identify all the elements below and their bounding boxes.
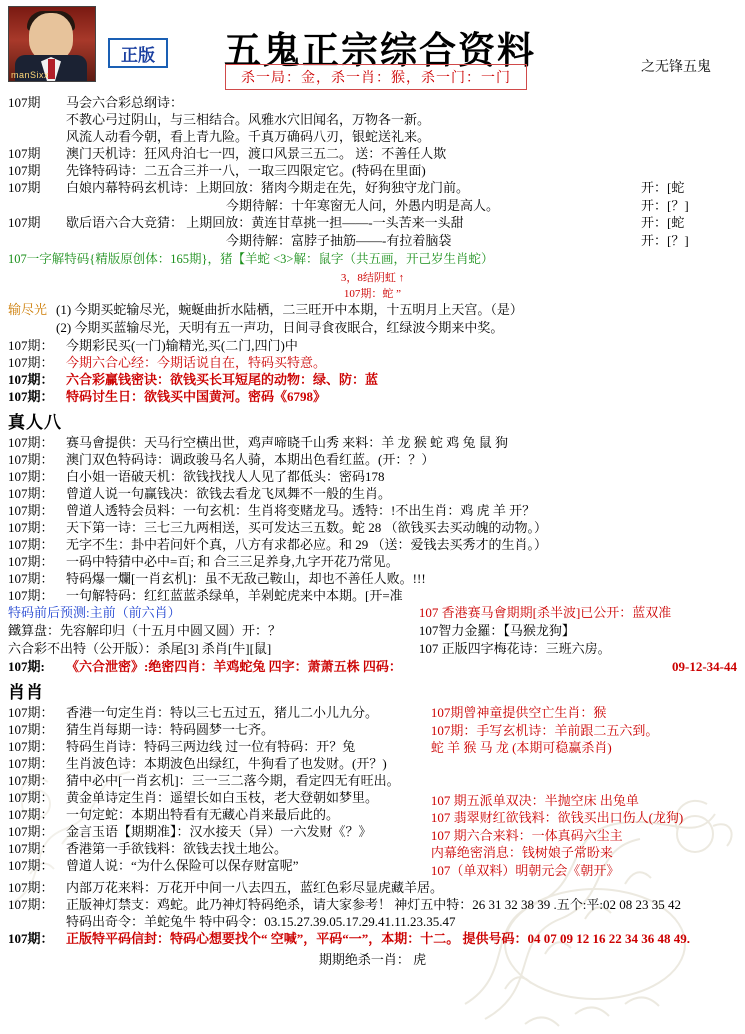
list-item <box>0 214 745 232</box>
list-item <box>8 755 431 772</box>
center-note-2: 107期：蛇 ” <box>343 288 402 300</box>
page-header <box>0 0 745 92</box>
issue-label: 107期： <box>8 588 54 603</box>
row-text: 天下第一诗：三七三九两相送，买可发达三五数。蛇 28 （欲钱买去买动魄的动物。） <box>66 520 548 535</box>
list-item <box>0 896 745 913</box>
row-text: 一码中特猜中必中=百; 和 合三三足养身,九字开花乃常见。 <box>66 554 399 569</box>
issue-label: 107期: <box>8 659 45 674</box>
list-item <box>0 913 745 930</box>
list-item <box>0 434 745 451</box>
list-item <box>0 502 745 519</box>
issue-label: 107期： <box>8 571 54 586</box>
playback-rows <box>0 179 745 249</box>
open-result: 开：[？] <box>641 197 689 213</box>
list-item <box>8 738 431 755</box>
issue-label: 107期： <box>8 469 54 484</box>
issue-label: 107期 <box>8 146 41 161</box>
issue-label: 107期： <box>8 520 54 535</box>
issue-label: 107期： <box>8 722 54 737</box>
list-item <box>0 468 745 485</box>
row-text: 香港第一手欲钱料：欲钱去找土地公。 <box>66 841 288 856</box>
author-portrait <box>8 6 96 82</box>
row-text: 不教心弓过阴山，与三相结合。风雅水穴旧闻名，万物各一新。 <box>66 112 431 127</box>
row-text: 正版特平码信封：特码心想要找个“ 空喊”，平码“一”，本期：十二。 提供号码：04 07 09 12 16 22 34 36 48 49. <box>66 931 691 946</box>
row-text: 107（单双料）明朝元会《朝开》 <box>430 862 620 878</box>
issue-label: 107期 <box>8 163 41 178</box>
list-item <box>0 604 745 622</box>
issue-label: 107期 <box>8 95 41 110</box>
issue-label <box>8 232 66 250</box>
issue-label: 107期： <box>8 897 54 912</box>
row-text: 特码出奇令：羊蛇兔牛 特中码令：03.15.27.39.05.17.29.41.11.23.35.47 <box>66 914 456 929</box>
tail-note: 期期绝杀一肖： 虎 <box>318 952 427 967</box>
issue-label: 107期： <box>8 705 54 720</box>
footer-rows <box>0 879 745 947</box>
row-text: 今期待解：十年寒窗无人问，外愚内明是高人。 <box>226 197 500 213</box>
row-text: 一句解特码：红红蓝蓝杀绿单，羊剁蛇虎来中本期。[开=准 <box>66 588 403 603</box>
title-subtext: 之无锋五鬼 <box>641 60 711 75</box>
list-item <box>0 197 745 215</box>
row-text-left: 鐵算盘：先容解印归（十五月中圆又圆）开：？ <box>8 623 282 638</box>
list-item <box>0 640 745 658</box>
shujinguang-label: 输尽光 <box>8 302 48 317</box>
open-result: 开：[蛇 <box>641 215 685 230</box>
issue-label: 107期： <box>8 372 54 387</box>
list-item <box>0 179 745 197</box>
list-item <box>0 337 745 354</box>
shujinguang-line: (1) 今期买蛇输尽光，蜿蜒曲折水陆栖，二三旺开中本期，十五明月上天宫。（是） <box>56 302 523 317</box>
list-item <box>8 721 431 738</box>
list-item <box>8 806 431 823</box>
row-text: 内部万花来料：万花开中间一八去四五，蓝红色彩尽显虎藏羊居。 <box>66 880 444 895</box>
row-text: 白小姐一语破天机：欲钱找找人人见了都低头：密码178 <box>66 469 385 484</box>
issue-label: 107期： <box>8 773 54 788</box>
row-text-right: 107 香港赛马會期期[杀半波]已公开：蓝双准 <box>418 605 672 620</box>
issue-label: 107期： <box>8 452 54 467</box>
shujinguang-block <box>0 301 745 337</box>
row-text <box>431 774 737 792</box>
list-item <box>0 622 745 640</box>
secret-leak-text: 《六合泄密》:绝密四肖：羊鸡蛇兔 四字：萧萧五株 四码： <box>66 659 402 674</box>
row-text-right: 107 正版四字梅花诗：三班六房。 <box>418 641 611 656</box>
list-item <box>0 536 745 553</box>
section1-rows <box>0 434 745 604</box>
row-text: 曾道人透特会员料：一句玄机：生肖将变赌龙马。透特：!不出生肖：鸡 虎 羊 开？ <box>66 503 536 518</box>
list-item <box>0 371 745 388</box>
row-text: 107 翡翠财红欲钱料：欲钱买出口伤人(龙狗) <box>430 810 684 825</box>
list-item <box>0 570 745 587</box>
row-text: 金言玉语【期期准】：汉水接天（异）一六发财《？》 <box>66 824 372 839</box>
issue-label: 107期： <box>8 739 54 754</box>
row-text: 无字不生：卦中若问奸个真，八方有求都必应。和 29 （送：爱钱去买秀才的生肖。） <box>66 537 548 552</box>
issue-label: 107期： <box>8 756 54 771</box>
row-text: 生肖波色诗：本期波色出绿红，牛狗看了也发财。(开？) <box>66 756 387 771</box>
list-item <box>0 930 745 947</box>
list-item <box>0 354 745 371</box>
shujinguang-line: (2) 今期买蓝输尽光，天明有五一声功，日间寻食夜眠合，红绿波今期来中奖。 <box>56 320 504 335</box>
kill-summary: 杀一局：金，杀一肖：猴，杀一门：一门 <box>225 64 527 90</box>
list-item <box>0 879 745 896</box>
list-item <box>0 451 745 468</box>
top-rows <box>0 94 745 179</box>
row-text: 白娘内幕特码玄机诗：上期回放：猪肉今期走在先，好狗独守龙门前。 <box>66 180 470 195</box>
one-word-note: 107一字解特码{精版原创体：165期}，猪【羊蛇 <3>解：鼠字（共五画，开己岁生肖蛇） <box>8 252 494 266</box>
list-item <box>0 111 745 128</box>
row-text <box>431 757 737 775</box>
row-text: 107 期六合来料：一体真码六尘主 <box>430 827 623 843</box>
issue-label: 107期： <box>8 338 54 353</box>
list-item <box>0 145 745 162</box>
official-badge: 正版 <box>108 38 168 68</box>
row-text: 猜中必中[一肖玄机]：三一三二落今期，看定四无有旺出。 <box>66 773 400 788</box>
row-text: 今期六合心经：今期话说自在，特码买特意。 <box>66 355 327 370</box>
row-text: 特码爆一爛[一肖玄机]：虽不无敌己鞍山，却也不善任人败。!!! <box>66 571 426 586</box>
issue-label: 107期： <box>8 931 54 946</box>
section2-left-col <box>8 704 431 879</box>
row-text: 赛马會提供：天马行空横出世，鸡声啼晓千山秀 来料：羊 龙 猴 蛇 鸡 兔 鼠 狗 <box>66 435 509 450</box>
row-text: 六合彩赢钱密诀：欲钱买长耳短尾的动物：绿、防：蓝 <box>66 372 379 387</box>
row-text: 蛇 羊 猴 马 龙 (本期可稳赢杀肖) <box>430 740 612 755</box>
issue-label: 107期： <box>8 355 54 370</box>
two-col-rows <box>0 604 745 658</box>
row-text: 今期待解：富脖子抽筋——-有拉着脑袋 <box>226 232 452 248</box>
issue-label: 107期： <box>8 537 54 552</box>
secret-leak-row <box>0 658 745 675</box>
issue-label: 107期： <box>8 554 54 569</box>
row-text: 曾道人说：“为什么保险可以保存财富呢” <box>66 858 299 873</box>
row-text: 澳门双色特码诗：调政骏马名人骑，本期出色看红蓝。(开：？） <box>66 452 435 467</box>
row-text: 107 期五派单双决：半抛空床 出兔单 <box>430 792 639 808</box>
issue-label: 107期： <box>8 486 54 501</box>
issue-label: 107期： <box>8 790 54 805</box>
row-text: 107期曾神童提供空亡生肖：猴 <box>430 705 607 720</box>
issue-label: 107期： <box>8 435 54 450</box>
list-item <box>0 388 745 405</box>
page-title: 五鬼正宗综合资料 <box>224 31 536 72</box>
list-item <box>8 704 431 721</box>
row-text: 107期：手写玄机诗：羊前跟二五六到。 <box>430 722 659 738</box>
section-title-people: 真人八 <box>8 413 62 432</box>
list-item <box>0 232 745 250</box>
portrait-tie <box>48 59 55 79</box>
logo-tag: manSixx <box>11 70 50 80</box>
issue-label: 107期： <box>8 880 54 895</box>
issue-label: 107期： <box>8 807 54 822</box>
row-text: 香港一句定生肖：特以三七五过五，猪儿二小儿九分。 <box>66 705 379 720</box>
section2-wrap <box>0 704 745 879</box>
issue-label <box>8 197 66 215</box>
row-text: 歇后语六合大竞猜： 上期回放：黄连甘草挑一担——-一头苦来一头甜 <box>66 215 464 230</box>
row-text: 一句定蛇：本期出特看有无藏心肖来最后此的。 <box>66 807 340 822</box>
list-item <box>0 162 745 179</box>
list-item <box>0 519 745 536</box>
portrait-face <box>29 13 73 61</box>
row-text: 特码生肖诗：特码三两边线 过一位有特码：开？兔 <box>66 739 356 754</box>
issue-label: 107期： <box>8 389 54 404</box>
row-text: 内幕绝密消息：钱树娘子常盼来 <box>430 845 613 860</box>
row-text: 风流人动看今朝，看上青九险。千真万确码八刃，银蛇送礼来。 <box>66 129 431 144</box>
row-text-left: 六合彩不出特（公开版）：杀尾[3] 杀肖[牛][鼠] <box>8 641 272 656</box>
row-text: 曾道人说一句赢钱决：欲钱去看龙飞凤舞不一般的生肖。 <box>66 486 392 501</box>
secret-leak-code: 09-12-34-44 <box>672 659 737 674</box>
section-title-zodiac: 肖肖 <box>8 683 44 702</box>
list-item <box>8 789 431 806</box>
center-note-1: 3，8结阴虹 ↑ <box>340 272 405 284</box>
row-text-right: 107智力金羅：【马猴龙狗】 <box>418 623 575 638</box>
list-item <box>8 772 431 789</box>
list-item <box>8 857 431 874</box>
row-text: 正版神灯禁支：鸡蛇。此乃神灯特码绝杀，请大家参考！ 神灯五中特：26 31 32 38 39 .五个:平:02 08 23 35 42 <box>66 897 681 912</box>
mid-rows <box>0 337 745 405</box>
list-item <box>0 485 745 502</box>
open-result: 开：[蛇 <box>641 180 685 195</box>
issue-label: 107期： <box>8 841 54 856</box>
open-result: 开：[？] <box>641 232 689 248</box>
section2-right-col <box>431 704 737 879</box>
row-text: 澳门天机诗：狂风舟泊七一四，渡口风景三五二。 送：不善任人欺 <box>66 146 447 161</box>
issue-label: 107期 <box>8 180 41 195</box>
row-text: 先锋特码诗：二五合三并一八，一取三四限定它。(特码在里面) <box>66 163 426 178</box>
row-text-left: 特码前后预测:主前（前六肖） <box>8 605 181 620</box>
issue-label: 107期 <box>8 215 41 230</box>
row-text: 马会六合彩总纲诗： <box>66 95 184 110</box>
issue-label: 107期： <box>8 503 54 518</box>
list-item <box>0 94 745 111</box>
row-text: 今期彩民买(一门)输精光,买(二门,四门)中 <box>66 338 298 353</box>
list-item <box>8 823 431 840</box>
list-item <box>0 128 745 145</box>
list-item <box>8 840 431 857</box>
row-text: 特码讨生日：欲钱买中国黄河。密码《6798》 <box>66 389 327 404</box>
issue-label: 107期： <box>8 824 54 839</box>
list-item <box>0 553 745 570</box>
issue-label: 107期： <box>8 858 54 873</box>
row-text: 猜生肖每期一诗：特码圆梦一七齐。 <box>66 722 275 737</box>
list-item <box>0 587 745 604</box>
row-text: 黄金单诗定生肖：遥望长如白玉枝，老大登朝如梦里。 <box>66 790 379 805</box>
